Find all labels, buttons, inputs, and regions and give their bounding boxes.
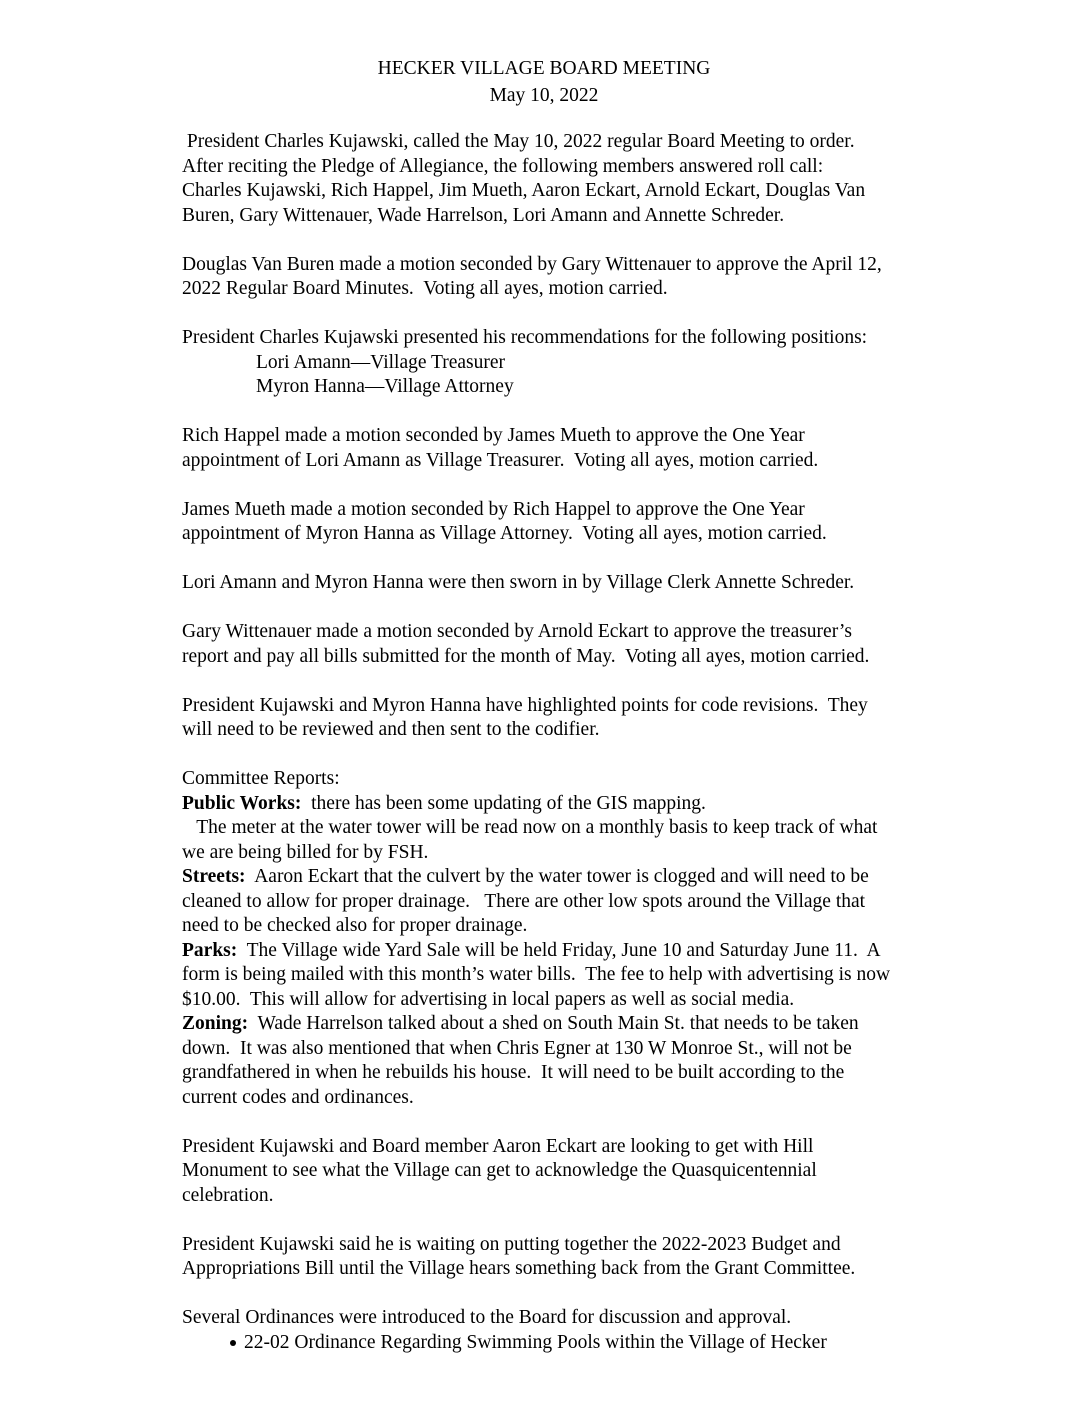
- document-title: HECKER VILLAGE BOARD MEETING: [377, 58, 711, 79]
- bullet-icon: [230, 1340, 236, 1346]
- text-line: appointment of Myron Hanna as Village Attorney. Voting all ayes, motion carried.: [182, 523, 827, 544]
- text-line: Public Works: there has been some updating of the GIS mapping.: [182, 792, 706, 814]
- text-line: Gary Wittenauer made a motion seconded by Arnold Eckart to approve the treasurer’s: [182, 621, 852, 642]
- text-line: celebration.: [182, 1184, 274, 1206]
- text-line: down. It was also mentioned that when Chris Egner at 130 W Monroe St., will not be: [182, 1037, 852, 1059]
- text-line: Several Ordinances were introduced to the Board for discussion and approval.: [182, 1307, 792, 1328]
- text-line: The meter at the water tower will be read now on a monthly basis to keep track of what: [182, 817, 878, 838]
- ordinance-item: 22-02 Ordinance Regarding Swimming Pools within the Village of Hecker: [244, 1331, 827, 1353]
- text-line: After reciting the Pledge of Allegiance, the following members answered roll call:: [182, 155, 824, 177]
- list-item: [182, 1331, 982, 1356]
- text-line: 2022 Regular Board Minutes. Voting all ayes, motion carried.: [182, 278, 668, 299]
- text-line: need to be checked also for proper drainage.: [182, 915, 528, 936]
- text-line: President Charles Kujawski, called the May 10, 2022 regular Board Meeting to order.: [182, 131, 855, 152]
- text-line: Parks: The Village wide Yard Sale will be held Friday, June 10 and Saturday June 11. A: [182, 939, 881, 961]
- text-line: Lori Amann and Myron Hanna were then sworn in by Village Clerk Annette Schreder.: [182, 572, 855, 593]
- minutes-body: [182, 130, 982, 1355]
- text-line: report and pay all bills submitted for the month of May. Voting all ayes, motion carried.: [182, 645, 870, 667]
- text-line: we are being billed for by FSH.: [182, 841, 429, 863]
- text-line: form is being mailed with this month’s water bills. The fee to help with advertising is now: [182, 964, 891, 985]
- document-header: [0, 55, 1088, 109]
- text-line: Rich Happel made a motion seconded by James Mueth to approve the One Year: [182, 425, 805, 446]
- meeting-date: May 10, 2022: [489, 85, 599, 106]
- committee-heading: Committee Reports:: [182, 768, 340, 789]
- text-line: President Kujawski said he is waiting on putting together the 2022-2023 Budget and: [182, 1233, 841, 1255]
- text-line: will need to be reviewed and then sent to the codifier.: [182, 719, 600, 740]
- text-line: Appropriations Bill until the Village hears something back from the Grant Committee.: [182, 1258, 856, 1279]
- text-line: appointment of Lori Amann as Village Treasurer. Voting all ayes, motion carried.: [182, 449, 819, 471]
- text-line: current codes and ordinances.: [182, 1086, 414, 1108]
- text-line: President Kujawski and Board member Aaron Eckart are looking to get with Hill: [182, 1135, 814, 1157]
- text-line: President Charles Kujawski presented his recommendations for the following positions:: [182, 327, 868, 348]
- parks-label: Parks:: [182, 939, 238, 961]
- position-line: Myron Hanna—Village Attorney: [256, 376, 514, 397]
- text-line: Zoning: Wade Harrelson talked about a shed on South Main St. that needs to be taken: [182, 1013, 859, 1034]
- public-works-label: Public Works:: [182, 792, 302, 814]
- text-line: Monument to see what the Village can get to acknowledge the Quasquicentennial: [182, 1160, 817, 1181]
- streets-label: Streets:: [182, 866, 246, 887]
- text-line: James Mueth made a motion seconded by Rich Happel to approve the One Year: [182, 498, 805, 520]
- text-line: $10.00. This will allow for advertising in local papers as well as social media.: [182, 988, 795, 1010]
- text-line: Buren, Gary Wittenauer, Wade Harrelson, Lori Amann and Annette Schreder.: [182, 204, 785, 226]
- text-line: President Kujawski and Myron Hanna have highlighted points for code revisions. They: [182, 694, 868, 716]
- text-line: grandfathered in when he rebuilds his house. It will need to be built according to the: [182, 1062, 845, 1083]
- text-line: Streets: Aaron Eckart that the culvert by the water tower is clogged and will need to be: [182, 866, 869, 887]
- text-line: Douglas Van Buren made a motion seconded by Gary Wittenauer to approve the April 12,: [182, 253, 882, 275]
- text-line: Charles Kujawski, Rich Happel, Jim Mueth, Aaron Eckart, Arnold Eckart, Douglas Van: [182, 180, 866, 201]
- text-line: cleaned to allow for proper drainage. There are other low spots around the Village that: [182, 890, 866, 912]
- zoning-label: Zoning:: [182, 1013, 249, 1034]
- position-line: Lori Amann—Village Treasurer: [256, 351, 506, 373]
